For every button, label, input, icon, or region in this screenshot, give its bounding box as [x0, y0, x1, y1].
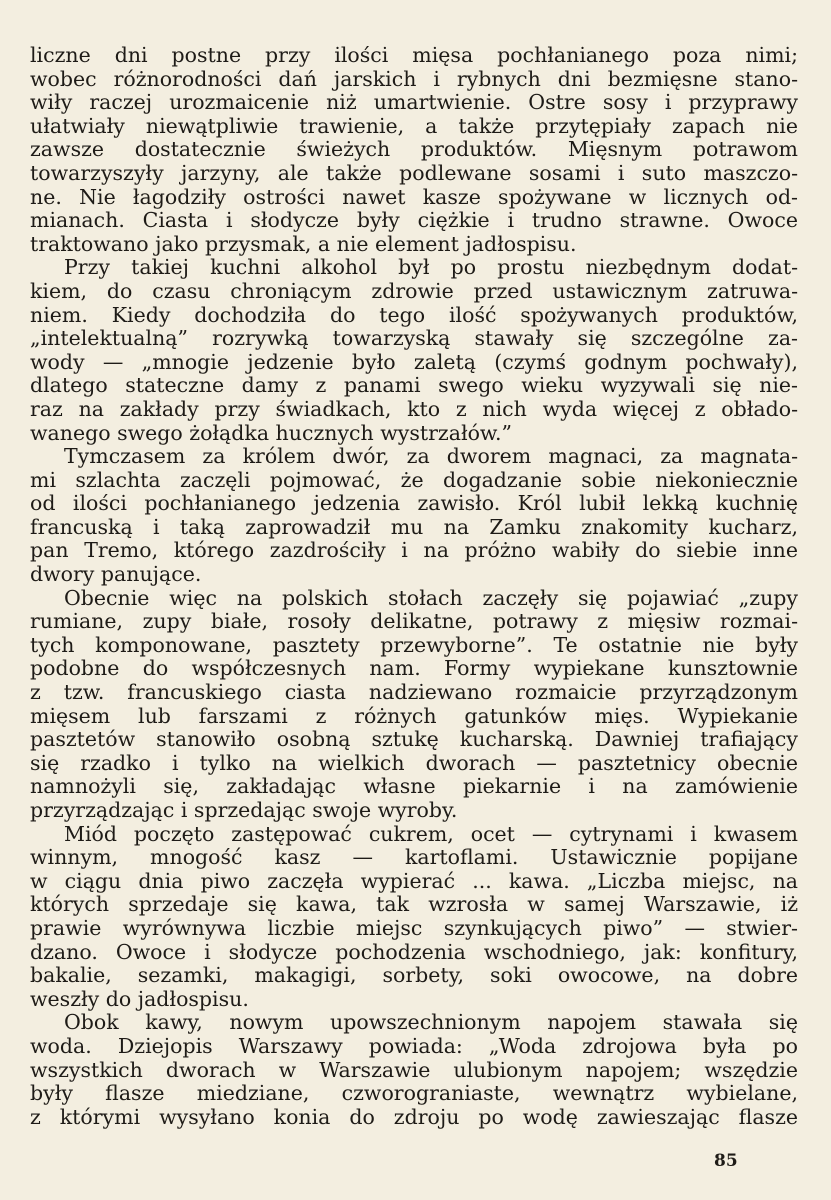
- text-line-content: Tymczasem za królem dwór, za dworem magnaci, za magnata-: [64, 444, 798, 469]
- text-line-content: mięsem lub farszami z różnych gatunków mięs. Wypiekanie: [30, 703, 798, 728]
- text-line: [30, 44, 798, 68]
- text-line-content: pan Tremo, którego zazdrościły i na próżno wabiły do siebie inne: [30, 538, 798, 563]
- text-line-content: francuską i taką zaprowadził mu na Zamku znakomity kucharz,: [30, 514, 798, 539]
- text-line: [30, 327, 798, 351]
- text-line: [30, 657, 798, 681]
- text-line: [30, 398, 798, 422]
- page-number: 85: [714, 1151, 738, 1171]
- text-line-content: niem. Kiedy dochodziła do tego ilość spożywanych produktów,: [30, 302, 798, 327]
- text-line-content: Obok kawy, nowym upowszechnionym napojem stawała się: [64, 1010, 798, 1035]
- text-line-content: bakalie, sezamki, makagigi, sorbety, soki owocowe, na dobre: [30, 963, 798, 988]
- text-line-content: prawie wyrównywa liczbie miejsc szynkujących piwo” — stwier-: [30, 915, 798, 940]
- text-line-content: których sprzedaje się kawa, tak wzrosła w samej Warszawie, iż: [30, 892, 798, 917]
- text-line: [30, 846, 798, 870]
- text-line: [30, 752, 798, 776]
- text-line: [30, 1011, 798, 1035]
- text-line: [30, 563, 798, 587]
- text-line: [30, 799, 798, 823]
- text-line: [30, 115, 798, 139]
- text-line: [30, 893, 798, 917]
- text-line-content: mi szlachta zaczęli pojmować, że dogadzanie sobie niekoniecznie: [30, 467, 798, 492]
- text-line-content: wszystkich dworach w Warszawie ulubionym napojem; wszędzie: [30, 1057, 798, 1082]
- text-line: [30, 1035, 798, 1059]
- text-line-content: przyrządzając i sprzedając swoje wyroby.: [30, 798, 458, 822]
- text-line-content: pasztetów stanowiło osobną sztukę kucharską. Dawniej trafiający: [30, 727, 798, 752]
- text-line: [30, 917, 798, 941]
- text-line-content: „intelektualną” rozrywką towarzyską stawały się szczególne za-: [30, 326, 798, 351]
- text-line: [30, 280, 798, 304]
- text-line-content: liczne dni postne przy ilości mięsa pochłanianego poza nimi;: [30, 43, 798, 67]
- text-line: [30, 162, 798, 186]
- text-line-content: Miód poczęto zastępować cukrem, ocet — cytrynami i kwasem: [64, 821, 798, 846]
- text-line-content: raz na zakłady przy świadkach, kto z nich wyda więcej z obłado-: [30, 396, 798, 421]
- text-line: [30, 351, 798, 375]
- text-line-content: traktowano jako przysmak, a nie element jadłospisu.: [30, 231, 577, 256]
- text-line: [30, 445, 798, 469]
- text-line-content: weszły do jadłospisu.: [30, 986, 249, 1011]
- text-line-content: ne. Nie łagodziły ostrości nawet kasze spożywane w licznych od-: [30, 184, 798, 209]
- text-line: [30, 728, 798, 752]
- text-line: [30, 705, 798, 729]
- text-line-content: Przy takiej kuchni alkohol był po prostu niezbędnym dodat-: [64, 255, 798, 280]
- body-text: [30, 44, 798, 1129]
- text-line-content: rumiane, zupy białe, rosoły delikatne, potrawy z mięsiw rozmai-: [30, 609, 798, 634]
- text-line-content: dlatego stateczne damy z panami swego wieku wyzywali się nie-: [30, 373, 798, 398]
- text-line: [30, 516, 798, 540]
- text-line-content: wiły raczej urozmaicenie niż umartwienie. Ostre sosy i przyprawy: [30, 90, 798, 115]
- text-line-content: woda. Dziejopis Warszawy powiada: „Woda zdrojowa była po: [30, 1033, 798, 1058]
- text-line: [30, 1059, 798, 1083]
- text-line-content: wody — „mnogie jedzenie było zaletą (czymś godnym pochwały),: [30, 349, 798, 374]
- text-line-content: dzano. Owoce i słodycze pochodzenia wschodniego, jak: konfitury,: [30, 939, 798, 964]
- text-line-content: dwory panujące.: [30, 562, 202, 587]
- text-line: [30, 1106, 798, 1130]
- text-line: [30, 256, 798, 280]
- text-line: [30, 374, 798, 398]
- text-line-content: były flasze miedziane, czworograniaste, wewnątrz wybielane,: [30, 1081, 798, 1106]
- text-line: [30, 138, 798, 162]
- text-line: [30, 492, 798, 516]
- text-line: [30, 964, 798, 988]
- text-line: [30, 634, 798, 658]
- text-line-content: od ilości pochłanianego jedzenia zawisło. Król lubił lekką kuchnię: [30, 491, 798, 516]
- text-line-content: podobne do współczesnych nam. Formy wypiekane kunsztownie: [30, 656, 798, 681]
- text-line: [30, 775, 798, 799]
- text-line: [30, 941, 798, 965]
- text-line-content: wobec różnorodności dań jarskich i rybnych dni bezmięsne stano-: [30, 66, 798, 91]
- text-line: [30, 681, 798, 705]
- text-line: [30, 422, 798, 446]
- text-line-content: z tzw. francuskiego ciasta nadziewano rozmaicie przyrządzonym: [30, 680, 798, 705]
- text-line: [30, 209, 798, 233]
- text-line-content: namnożyli się, zakładając własne piekarnie i na zamówienie: [30, 774, 798, 799]
- text-line: [30, 91, 798, 115]
- text-line: [30, 469, 798, 493]
- text-line-content: winnym, mnogość kasz — kartoflami. Ustawicznie popijane: [30, 845, 798, 870]
- text-line: [30, 587, 798, 611]
- text-line: [30, 233, 798, 257]
- text-line-content: mianach. Ciasta i słodycze były ciężkie i trudno strawne. Owoce: [30, 208, 798, 233]
- text-line: [30, 186, 798, 210]
- text-line: [30, 1082, 798, 1106]
- text-line-content: z którymi wysyłano konia do zdroju po wodę zawieszając flasze: [30, 1104, 798, 1129]
- text-line-content: się rzadko i tylko na wielkich dworach — pasztetnicy obecnie: [30, 750, 798, 775]
- text-line: [30, 988, 798, 1012]
- text-line-content: Obecnie więc na polskich stołach zaczęły się pojawiać „zupy: [64, 585, 798, 610]
- text-line-content: tych komponowane, pasztety przewyborne”. Te ostatnie nie były: [30, 632, 798, 657]
- text-line: [30, 304, 798, 328]
- text-line-content: w ciągu dnia piwo zaczęła wypierać ... kawa. „Liczba miejsc, na: [30, 868, 798, 893]
- text-line: [30, 823, 798, 847]
- text-line: [30, 610, 798, 634]
- text-line-content: zawsze dostatecznie świeżych produktów. Mięsnym potrawom: [30, 137, 798, 162]
- text-line: [30, 870, 798, 894]
- text-line-content: kiem, do czasu chroniącym zdrowie przed ustawicznym zatruwa-: [30, 278, 798, 303]
- text-line-content: towarzyszyły jarzyny, ale także podlewane sosami i suto maszczo-: [30, 160, 798, 185]
- text-line-content: ułatwiały niewątpliwie trawienie, a także przytępiały zapach nie: [30, 113, 798, 138]
- text-line: [30, 68, 798, 92]
- text-line: [30, 539, 798, 563]
- text-line-content: wanego swego żołądka hucznych wystrzałów.”: [30, 420, 513, 445]
